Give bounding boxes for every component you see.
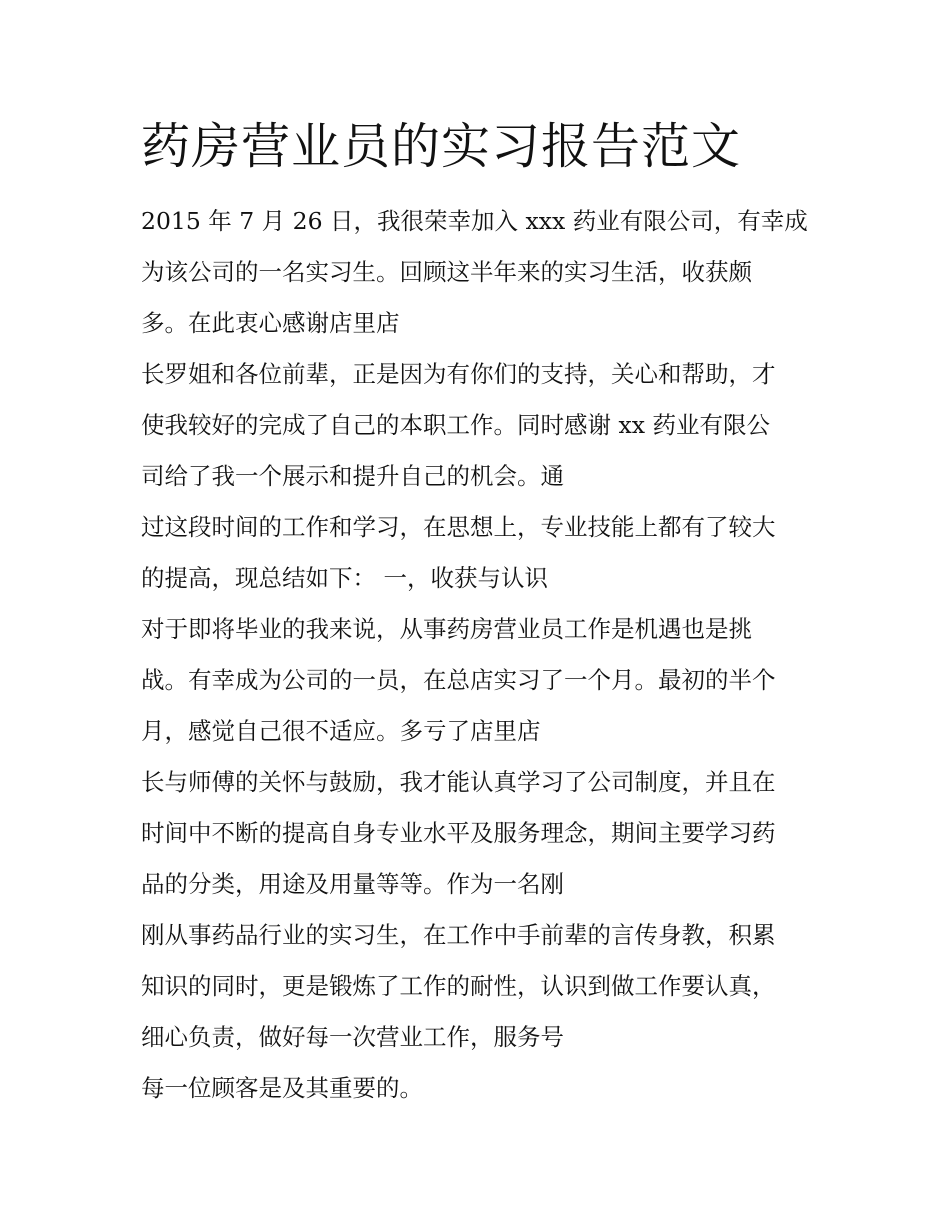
body-line: 对于即将毕业的我来说，从事药房营业员工作是机遇也是挑 (141, 615, 752, 643)
body-line: 的提高，现总结如下： 一，收获与认识 (141, 564, 548, 592)
body-line: 知识的同时，更是锻炼了工作的耐性，认识到做工作要认真， (141, 972, 776, 1000)
document-title: 药房营业员的实习报告范文 (141, 118, 742, 175)
body-line: 过这段时间的工作和学习，在思想上，专业技能上都有了较大 (141, 513, 776, 541)
body-line: 为该公司的一名实习生。回顾这半年来的实习生活，收获颇 (141, 258, 752, 286)
body-line: 2015 年 7 月 26 日，我很荣幸加入 xxx 药业有限公司，有幸成 (141, 207, 808, 235)
body-line: 战。有幸成为公司的一员，在总店实习了一个月。最初的半个 (141, 666, 776, 694)
body-line: 每一位顾客是及其重要的。 (141, 1074, 423, 1102)
body-line: 司给了我一个展示和提升自己的机会。通 (141, 462, 564, 490)
document-page (141, 112, 821, 1114)
body-line: 长罗姐和各位前辈，正是因为有你们的支持，关心和帮助，才 (141, 360, 776, 388)
body-line: 多。在此衷心感谢店里店 (141, 309, 400, 337)
body-line: 品的分类，用途及用量等等。作为一名刚 (141, 870, 564, 898)
body-line: 刚从事药品行业的实习生，在工作中手前辈的言传身教，积累 (141, 921, 776, 949)
body-line: 长与师傅的关怀与鼓励，我才能认真学习了公司制度，并且在 (141, 768, 776, 796)
body-line: 细心负责，做好每一次营业工作，服务号 (141, 1023, 564, 1051)
document-body (141, 196, 821, 1114)
body-line: 月，感觉自己很不适应。多亏了店里店 (141, 717, 541, 745)
body-line: 使我较好的完成了自己的本职工作。同时感谢 xx 药业有限公 (141, 411, 770, 439)
body-line: 时间中不断的提高自身专业水平及服务理念，期间主要学习药 (141, 819, 776, 847)
